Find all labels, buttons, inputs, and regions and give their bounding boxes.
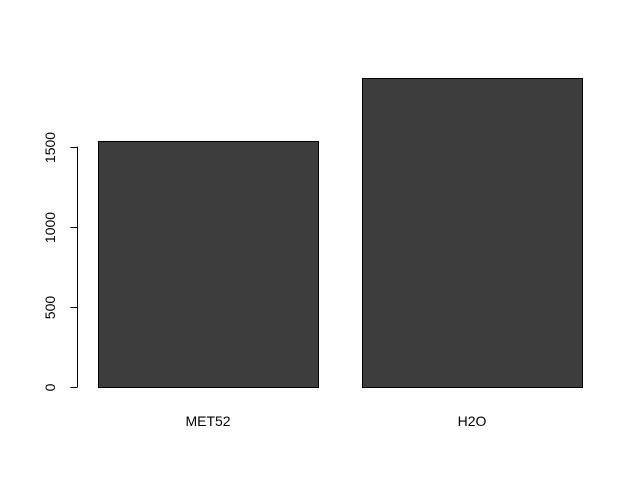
- y-tick-label: 1500: [42, 131, 58, 164]
- bar-h2o: [363, 79, 583, 388]
- bar-met52: [99, 141, 319, 387]
- x-category-label: H2O: [457, 413, 487, 429]
- y-tick-label: 0: [42, 383, 58, 392]
- bars-layer: [99, 79, 583, 388]
- x-axis-labels: [185, 413, 486, 429]
- y-axis: [42, 132, 78, 392]
- y-tick-label: 1000: [42, 211, 58, 244]
- y-tick-label: 500: [42, 295, 58, 320]
- x-category-label: MET52: [185, 413, 231, 429]
